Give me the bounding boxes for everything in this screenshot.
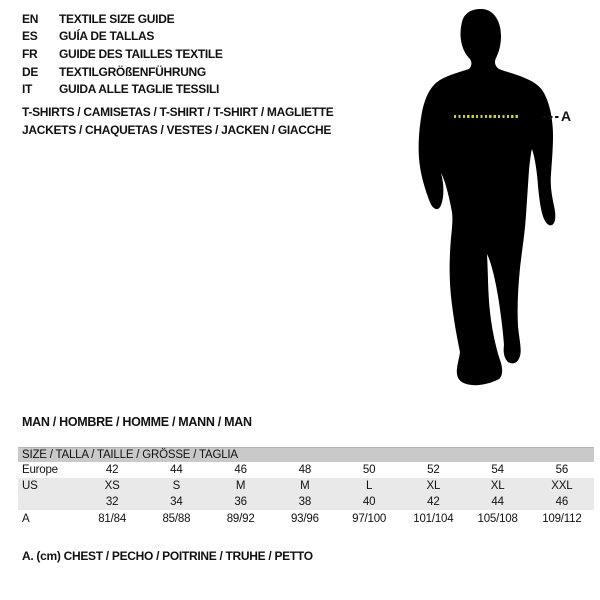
- size-cell: 36: [209, 494, 273, 510]
- size-cell: M: [273, 478, 337, 494]
- size-table: [18, 447, 594, 528]
- category-lines: [22, 104, 334, 139]
- size-cell: 105/108: [477, 512, 518, 525]
- size-cell: 44: [466, 494, 530, 510]
- size-cell: 34: [144, 494, 208, 510]
- language-row-es: [22, 28, 223, 46]
- man-silhouette-path: [419, 9, 556, 385]
- size-cell: 46: [234, 463, 247, 476]
- language-list: [22, 10, 223, 98]
- category-line-tshirts: T-SHIRTS / CAMISETAS / T-SHIRT / T-SHIRT / MAGLIETTE: [22, 105, 334, 119]
- language-row-fr: [22, 45, 223, 63]
- row-label: US: [18, 478, 80, 494]
- size-cell: XS: [80, 478, 144, 494]
- size-cell: 93/96: [290, 512, 319, 525]
- size-cell: XL: [466, 478, 530, 494]
- language-row-en: [22, 10, 223, 28]
- size-cell: 54: [491, 463, 504, 476]
- size-cell: S: [144, 478, 208, 494]
- size-cell: XL: [401, 478, 465, 494]
- language-label: TEXTILE SIZE GUIDE: [59, 11, 175, 26]
- size-cell: 81/84: [98, 512, 127, 525]
- size-cell: M: [209, 478, 273, 494]
- row-label: [18, 494, 80, 510]
- size-cell: 32: [80, 494, 144, 510]
- size-cell: 40: [337, 494, 401, 510]
- size-table-header-row: [18, 448, 594, 462]
- language-row-it: [22, 80, 223, 98]
- table-row-europe: [18, 462, 594, 478]
- size-cell: 38: [273, 494, 337, 510]
- language-code: FR: [22, 46, 38, 61]
- size-cell: 52: [427, 463, 440, 476]
- size-cell: 109/112: [542, 512, 582, 525]
- gender-heading: MAN / HOMBRE / HOMME / MANN / MAN: [22, 415, 252, 429]
- size-cell: 101/104: [413, 512, 454, 525]
- language-label: GUÍA DE TALLAS: [59, 29, 155, 44]
- marker-label-a: A: [561, 108, 572, 124]
- category-line-jackets: JACKETS / CHAQUETAS / VESTES / JACKEN / GIACCHE: [22, 122, 332, 137]
- language-row-de: [22, 63, 223, 81]
- language-label: GUIDE DES TAILLES TEXTILE: [59, 46, 223, 61]
- size-cell: 44: [170, 463, 183, 476]
- marker-pointer-dashed-line: [543, 116, 560, 118]
- chest-measure-dashed-line: [454, 115, 518, 118]
- size-cell: L: [337, 478, 401, 494]
- table-row-us-numeric: [18, 494, 594, 510]
- size-table-header: SIZE / TALLA / TAILLE / GRÖSSE / TAGLIA: [18, 448, 594, 462]
- size-cell: 48: [298, 463, 312, 476]
- size-cell: 89/92: [226, 512, 255, 525]
- size-cell: 42: [105, 463, 119, 476]
- size-cell: XXL: [530, 478, 594, 494]
- language-code: ES: [22, 29, 38, 44]
- size-cell: 42: [401, 494, 465, 510]
- size-cell: 56: [555, 463, 569, 476]
- language-label: TEXTILGRÖßENFÜHRUNG: [59, 64, 206, 79]
- language-code: EN: [22, 11, 39, 26]
- language-code: IT: [22, 82, 33, 97]
- table-row-chest: [18, 510, 594, 528]
- measurement-note: A. (cm) CHEST / PECHO / POITRINE / TRUHE / PETTO: [22, 549, 313, 563]
- table-row-us-letter: [18, 478, 594, 494]
- language-label: GUIDA ALLE TAGLIE TESSILI: [59, 82, 220, 97]
- row-label: Europe: [22, 463, 58, 476]
- size-cell: 50: [362, 463, 376, 476]
- size-cell: 85/88: [162, 512, 191, 525]
- row-label: A: [22, 512, 30, 525]
- size-cell: 97/100: [352, 512, 387, 525]
- language-code: DE: [22, 64, 39, 79]
- size-cell: 46: [530, 494, 594, 510]
